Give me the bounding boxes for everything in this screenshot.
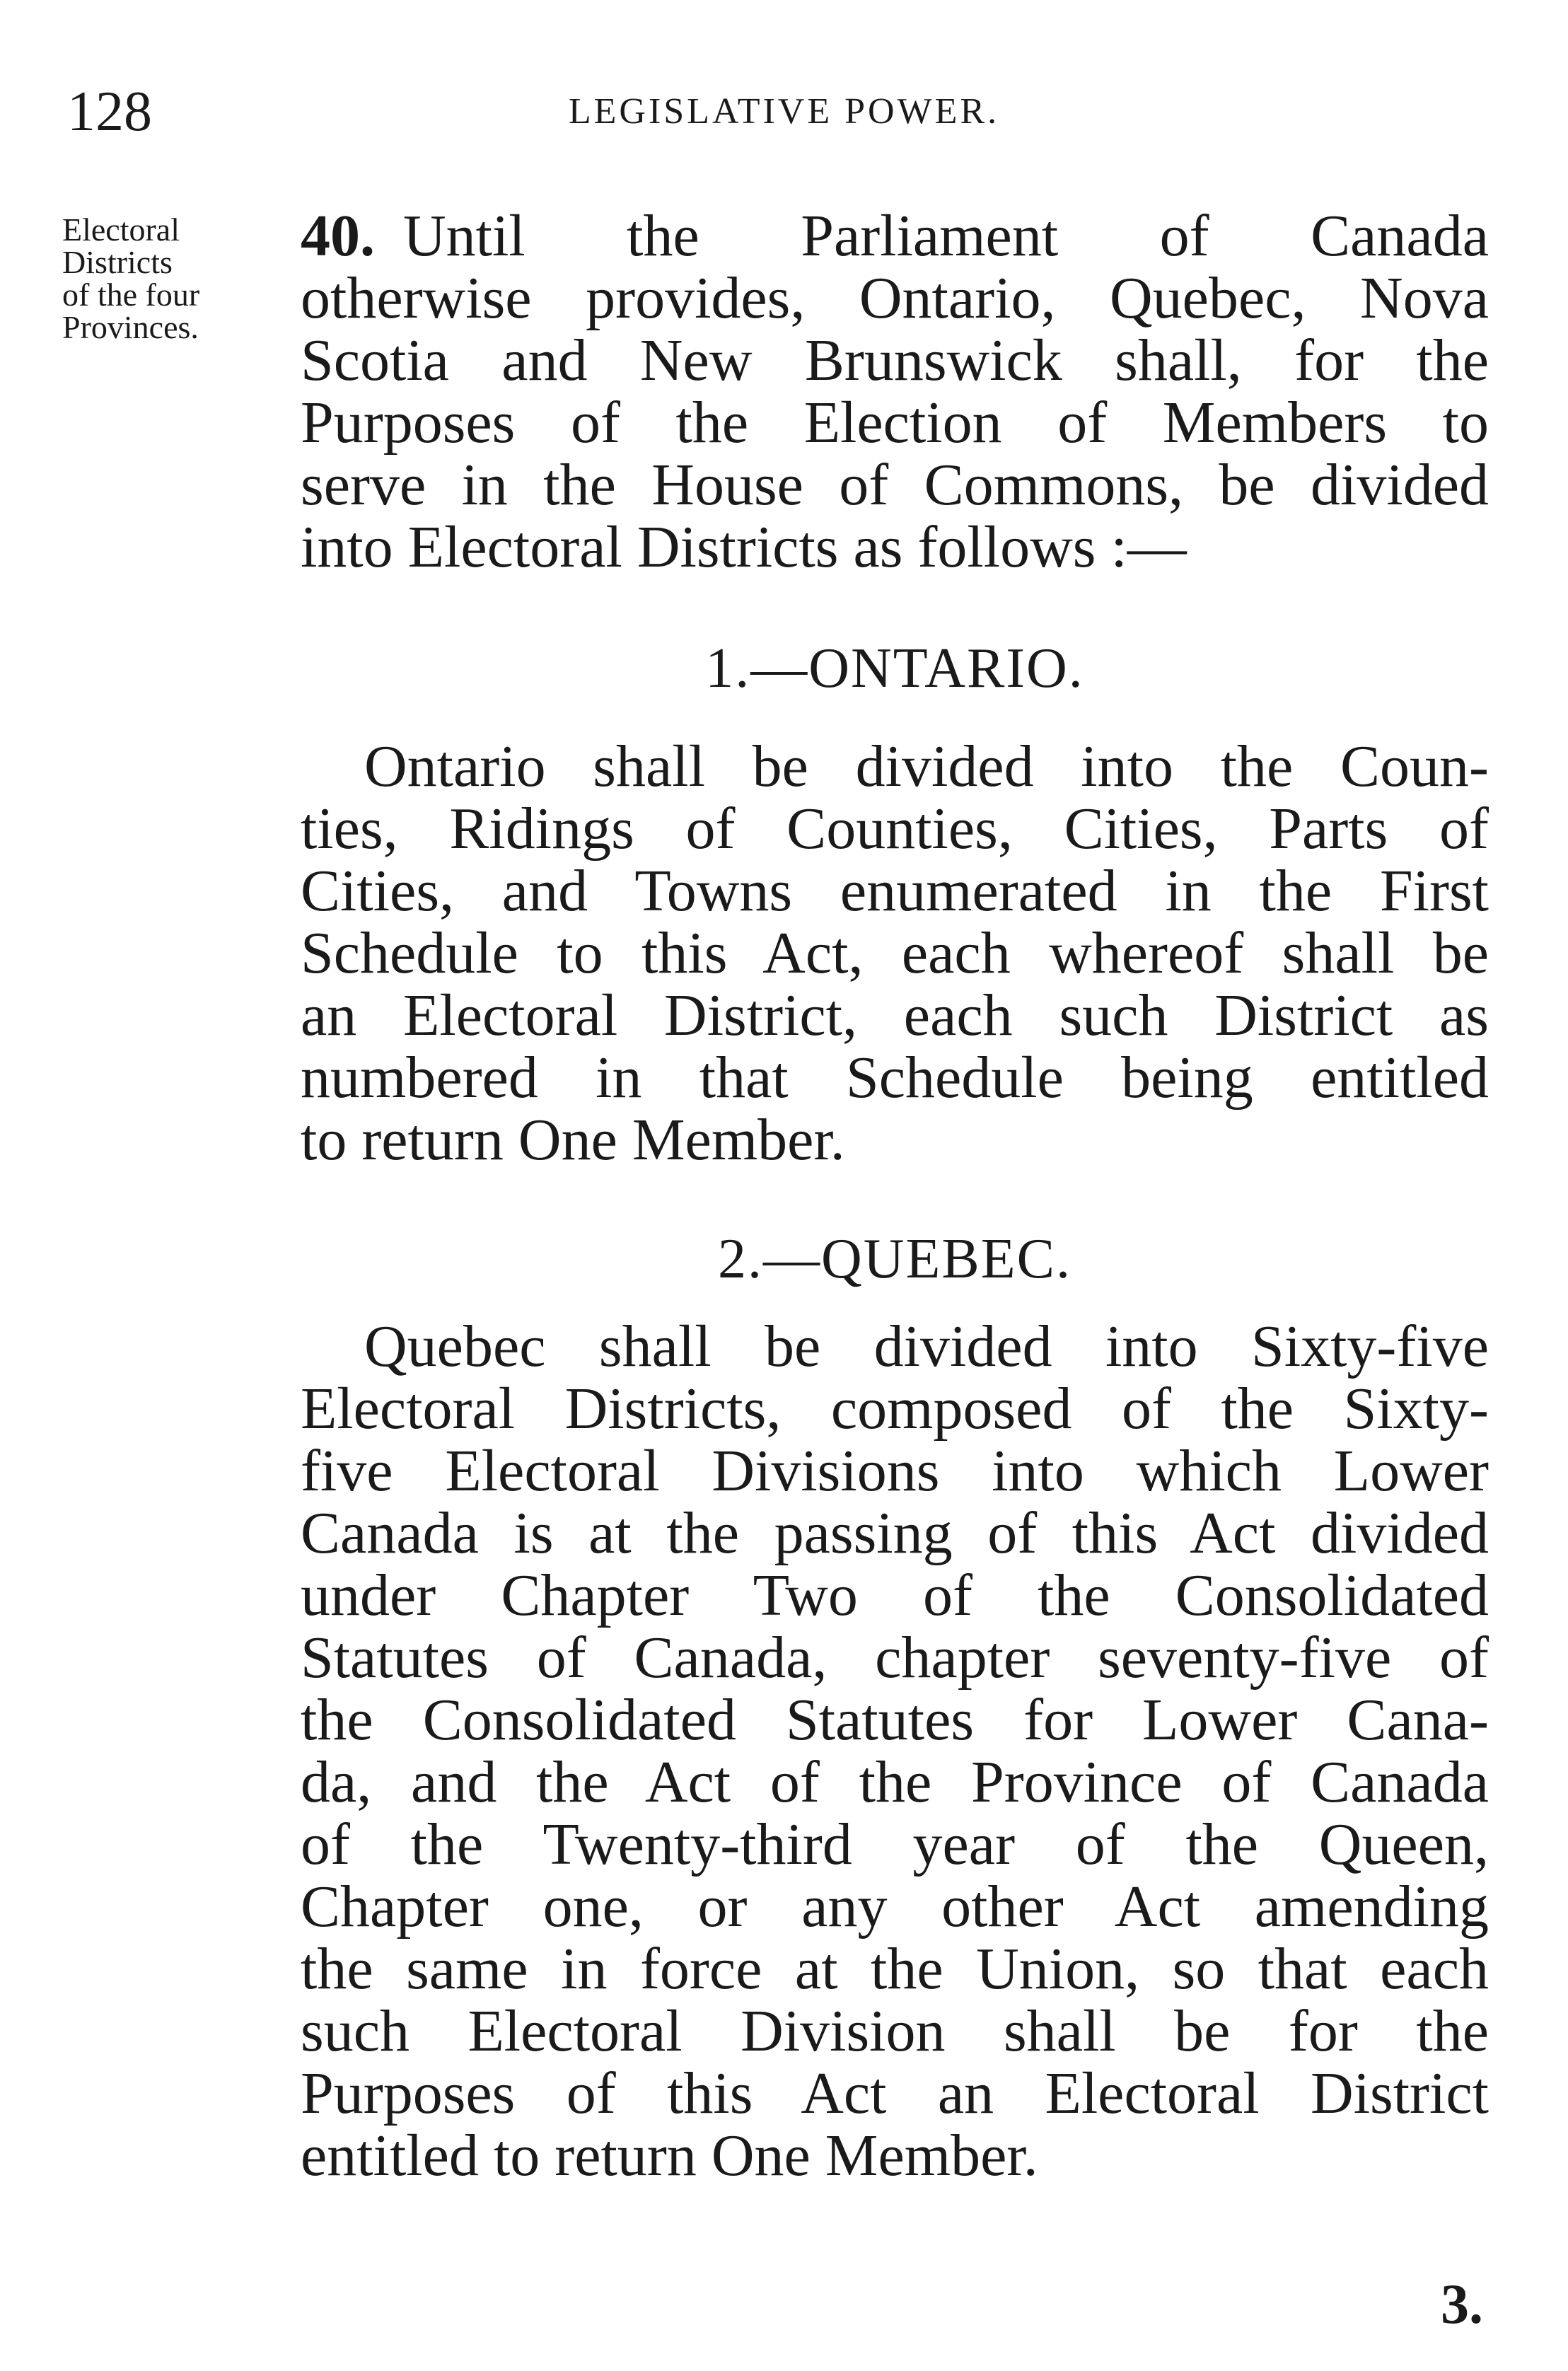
paragraph-line: into Electoral Districts as follows :— <box>301 514 1187 580</box>
margin-note-line: of the four <box>62 277 200 313</box>
margin-note <box>62 211 296 345</box>
paragraph-line: Quebec shall be divided into Sixty-five <box>364 1314 1489 1379</box>
heading-ontario: 1.—ONTARIO. <box>705 637 1084 700</box>
paragraph-line: Schedule to this Act, each whereof shall be <box>301 920 1489 986</box>
paragraph-line: Purposes of this Act an Electoral District <box>301 2060 1489 2126</box>
paragraph-line: ties, Ridings of Counties, Cities, Parts of <box>301 796 1489 862</box>
quebec-paragraph <box>301 1316 1489 2187</box>
running-head: LEGISLATIVE POWER. <box>568 91 1000 132</box>
paragraph-line: five Electoral Divisions into which Lower <box>301 1438 1489 1504</box>
paragraph-line: Purposes of the Election of Members to <box>301 390 1489 456</box>
section-40-first-line: Until the Parliament of Canada <box>403 203 1489 269</box>
paragraph-line: to return One Member. <box>301 1107 845 1173</box>
paragraph-line: Ontario shall be divided into the Coun- <box>364 734 1489 799</box>
paragraph-line: under Chapter Two of the Consolidated <box>301 1563 1489 1628</box>
paragraph-line: Chapter one, or any other Act amending <box>301 1874 1489 1940</box>
paragraph-line: otherwise provides, Ontario, Quebec, Nova <box>301 265 1489 331</box>
paragraph-line: an Electoral District, each such District as <box>301 982 1489 1048</box>
paragraph-line: Statutes of Canada, chapter seventy-five of <box>301 1625 1489 1691</box>
margin-note-line: Electoral <box>62 211 180 248</box>
ontario-paragraph <box>301 736 1489 1171</box>
paragraph-line: the Consolidated Statutes for Lower Cana- <box>301 1687 1489 1753</box>
paragraph-line: da, and the Act of the Province of Canada <box>301 1749 1489 1815</box>
paragraph-line: Electoral Districts, composed of the Sixty- <box>301 1376 1489 1442</box>
paragraph-line: the same in force at the Union, so that each <box>301 1936 1489 2002</box>
margin-note-line: Provinces. <box>62 309 199 345</box>
page-number: 128 <box>67 81 152 143</box>
catchword: 3. <box>1441 2273 1483 2336</box>
paragraph-line: such Electoral Division shall be for the <box>301 1998 1489 2064</box>
section-40-paragraph <box>301 205 1489 579</box>
heading-quebec: 2.—QUEBEC. <box>718 1228 1072 1290</box>
paragraph-line: Cities, and Towns enumerated in the First <box>301 858 1489 924</box>
paragraph-line: Canada is at the passing of this Act divided <box>301 1500 1489 1566</box>
section-number: 40. <box>301 203 375 269</box>
paragraph-line: serve in the House of Commons, be divided <box>301 452 1489 518</box>
paragraph-line: of the Twenty-third year of the Queen, <box>301 1811 1489 1877</box>
margin-note-line: Districts <box>62 244 173 280</box>
paragraph-line: Scotia and New Brunswick shall, for the <box>301 327 1489 393</box>
paragraph-line: entitled to return One Member. <box>301 2123 1038 2189</box>
paragraph-line: numbered in that Schedule being entitled <box>301 1045 1489 1111</box>
paragraph-line <box>301 205 1489 267</box>
